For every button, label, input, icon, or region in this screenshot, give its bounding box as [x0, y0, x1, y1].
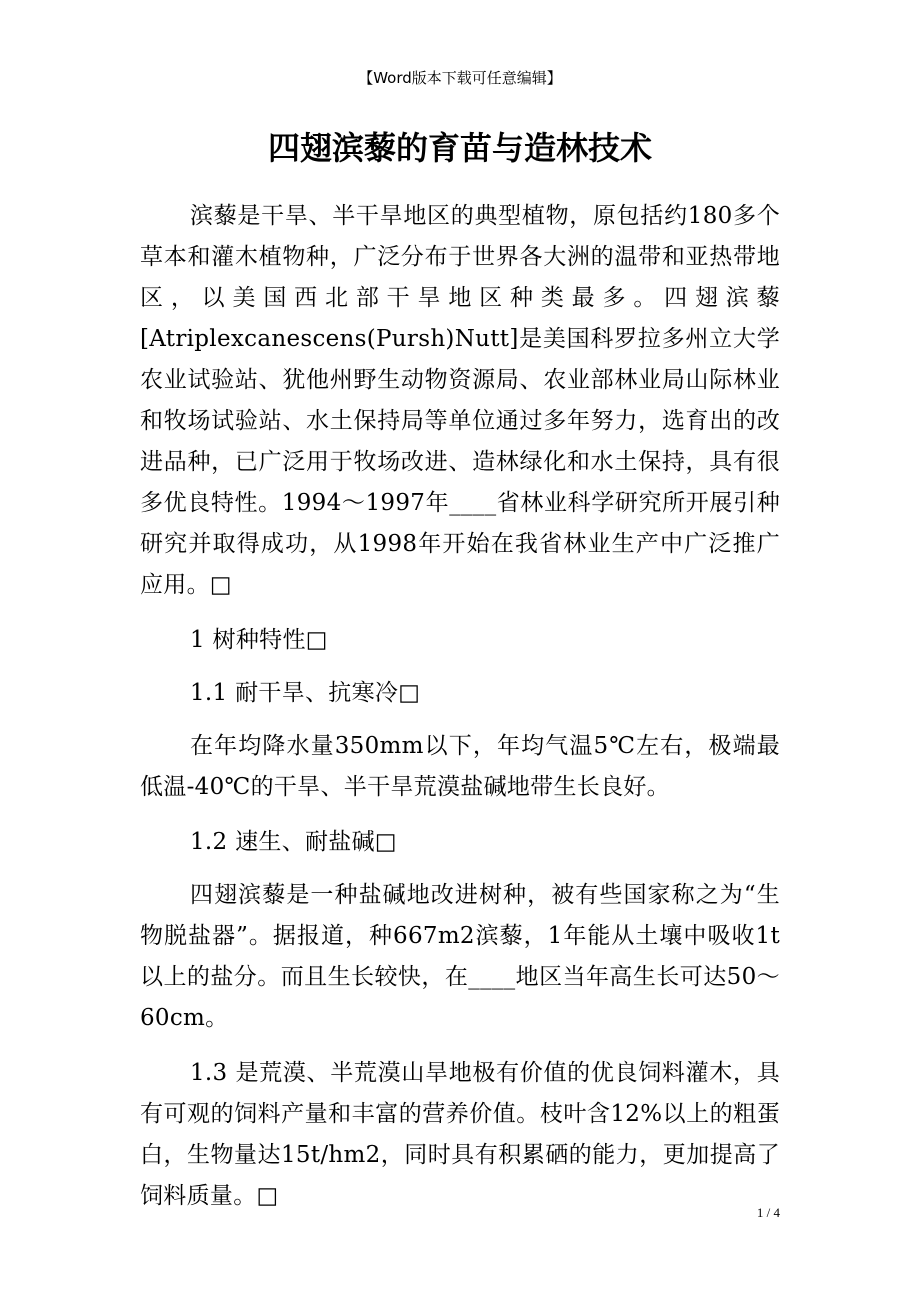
section-heading-1: 1 树种特性□ [190, 627, 328, 653]
page-number: 1 / 4 [756, 1205, 780, 1220]
paragraph-forage-value: 1.3 是荒漠、半荒漠山旱地极有价值的优良饲料灌木，具有可观的饲料产量和丰富的营养价值。枝叶含12%以上的粗蛋白，生物量达15t/hm2，同时具有积累硒的能力，更加提高了饲料质量。□ [140, 1060, 780, 1209]
paragraph-drought-cold: 在年均降水量350mm以下，年均气温5℃左右，极端最低温-40℃的干旱、半干旱荒漠盐碱地带生长良好。 [140, 733, 780, 800]
section-heading-1-2: 1.2 速生、耐盐碱□ [190, 829, 397, 855]
page-header-note: 【Word版本下载可任意编辑】 [358, 69, 562, 87]
paragraph-salt-tolerance: 四翅滨藜是一种盐碱地改进树种，被有些国家称之为“生物脱盐器”。据报道，种667m2滨藜，1年能从土壤中吸收1t以上的盐分。而且生长较快，在____地区当年高生长可达50～60cm。 [140, 882, 780, 1031]
document-title: 四翅滨藜的育苗与造林技术 [267, 129, 652, 167]
section-heading-1-1: 1.1 耐干旱、抗寒冷□ [190, 680, 421, 706]
paragraph-intro: 滨藜是干旱、半干旱地区的典型植物，原包括约180多个草本和灌木植物种，广泛分布于世界各大洲的温带和亚热带地区，以美国西北部干旱地区种类最多。四翅滨藜[Atriplexcanescens(Pursh)Nutt]是美国科罗拉多州立大学农业试验站、犹他州野生动物资源局、农业部林业局山际林业和牧场试验站、水土保持局等单位通过多年努力，选育出的改进品种，已广泛用于牧场改进、造林绿化和水土保持，具有很多优良特性。1994～1997年____省林业科学研究所开展引种研究并取得成功，从1998年开始在我省林业生产中广泛推广应用。□ [140, 203, 780, 598]
document-body [140, 196, 780, 1231]
